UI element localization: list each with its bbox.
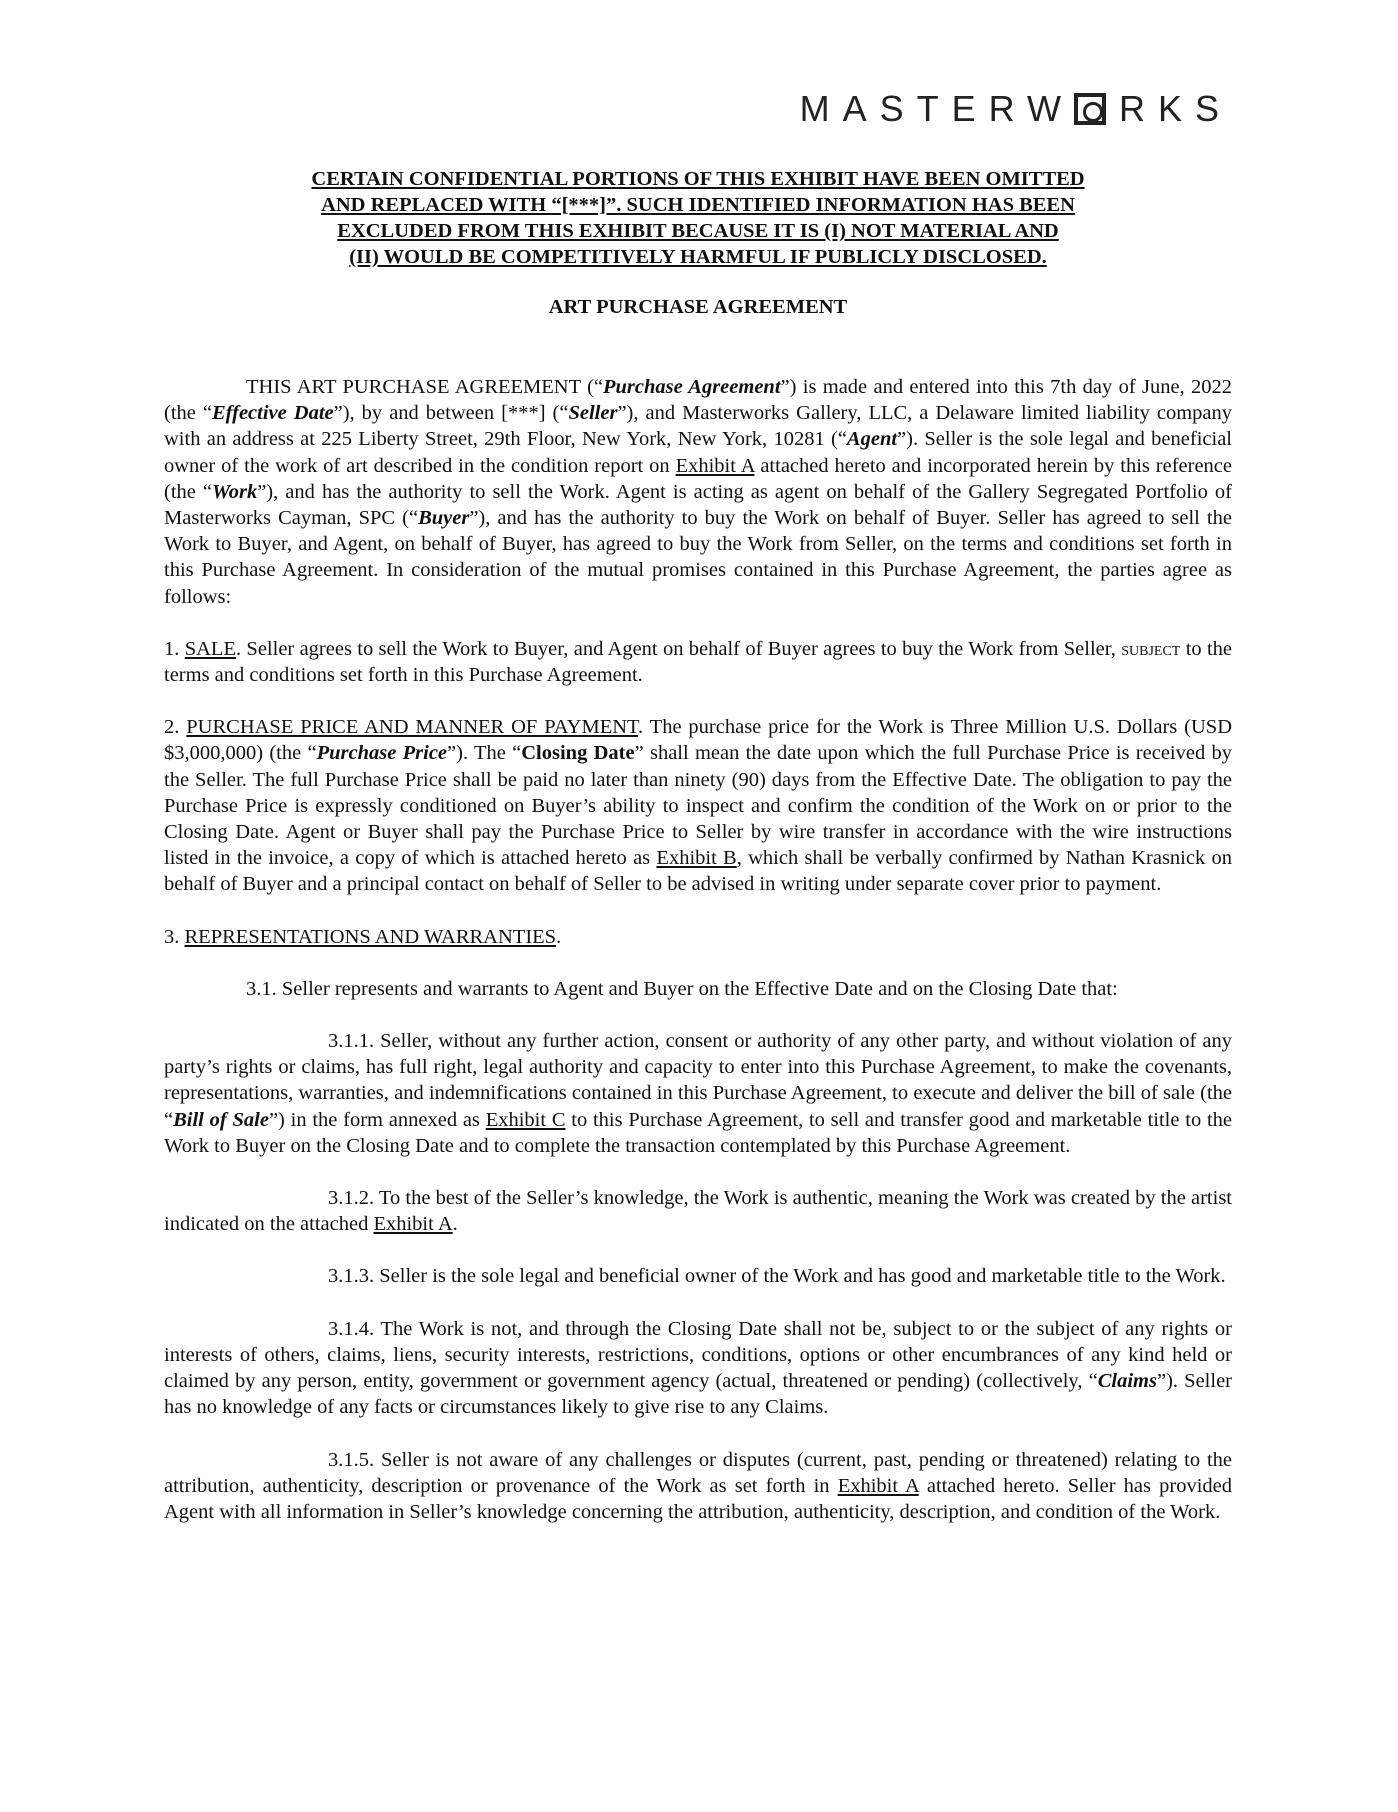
section-3-1: 3.1. Seller represents and warrants to Agent and Buyer on the Effective Date and on the Closing Date that:: [246, 977, 1118, 1000]
text: ”). Seller has no knowledge of any facts or circumstances likely to give rise to any Claims.: [164, 1370, 1232, 1419]
defined-term: Bill of Sale: [173, 1108, 269, 1131]
section-2-purchase-price: [164, 714, 1232, 897]
text: 3.1.5. Seller is not aware of any challenges or disputes (current, past, pending or threatened) relating to the attribution, authenticity, description or provenance of the Work as set forth in: [164, 1448, 1232, 1497]
section-number: 3.: [164, 925, 185, 948]
text: ”), and has the authority to buy the Work on behalf of Buyer. Seller has agreed to sell the Work to Buyer, and Agent, on behalf of Buyer, has agreed to buy the Work from Seller, on the terms and conditions set forth in this Purchase Agreement. In consideration of the mutual promises contained in this Purchase Agreement, the parties agree as follows:: [164, 507, 1232, 608]
defined-term: Work: [212, 480, 258, 503]
notice-line: EXCLUDED FROM THIS EXHIBIT BECAUSE IT IS (I) NOT MATERIAL AND: [337, 220, 1059, 242]
logo-text-right: RKS: [1118, 88, 1232, 129]
section-number: 1.: [164, 637, 185, 660]
notice-line: (II) WOULD BE COMPETITIVELY HARMFUL IF PUBLICLY DISCLOSED.: [349, 246, 1047, 268]
section-3-1-2: [164, 1185, 1232, 1237]
exhibit-a-link: Exhibit A: [373, 1213, 453, 1236]
text: THIS ART PURCHASE AGREEMENT (“: [246, 376, 603, 398]
exhibit-a-link: Exhibit A: [675, 454, 755, 477]
text: attached hereto. Seller has provided Agent with all information in Seller’s knowledge concerning the attribution, authenticity, description, and condition of the Work.: [164, 1474, 1232, 1523]
text: . The purchase price for the Work is Three Million U.S. Dollars (USD $3,000,000) (the “: [164, 716, 1233, 765]
section-heading: SALE: [184, 637, 236, 660]
defined-term: Closing Date: [521, 742, 635, 765]
small-caps-word: subject: [1121, 637, 1181, 660]
text: ”) in the form annexed as: [268, 1108, 486, 1131]
document-body: [164, 374, 1232, 1551]
text: to the terms and conditions set forth in this Purchase Agreement.: [164, 637, 1233, 687]
defined-term: Effective Date: [212, 402, 334, 425]
intro-paragraph: [164, 374, 1232, 610]
section-heading: REPRESENTATIONS AND WARRANTIES: [184, 925, 557, 948]
section-3-1-4: [164, 1316, 1232, 1421]
section-number: 2.: [164, 716, 187, 739]
logo-text-left: MASTERW: [799, 88, 1074, 129]
text: ”), and has the authority to sell the Work. Agent is acting as agent on behalf of the Gallery Segregated Portfolio of Masterworks Cayman, SPC (“: [164, 480, 1232, 530]
text: ”), by and between [***] (“: [333, 402, 569, 425]
text: ”). Seller is the sole legal and beneficial owner of the work of art described in the condition report on: [164, 428, 1232, 477]
exhibit-c-link: Exhibit C: [485, 1108, 566, 1131]
text: 3.1.1. Seller, without any further action, consent or authority of any other party, and without violation of any party’s rights or claims, has full right, legal authority and capacity to enter into this Purchase Agreement, to make the covenants, representations, warranties, and indemnifications contained in this Purchase Agreement, to execute and deliver the bill of sale (the “: [164, 1030, 1232, 1131]
logo-o-mark: [1074, 93, 1106, 125]
text: ”) is made and entered into this 7th day of June, 2022 (the “: [164, 376, 1232, 425]
section-3-1-1: [164, 1028, 1232, 1159]
exhibit-a-link: Exhibit A: [837, 1474, 919, 1497]
document-title: ART PURCHASE AGREEMENT: [548, 296, 848, 318]
defined-term: Purchase Agreement: [603, 376, 781, 398]
text: ” shall mean the date upon which the full Purchase Price is received by the Seller. The full Purchase Price shall be paid no later than ninety (90) days from the Effective Date. The obligation to pay the Purchase Price is expressly conditioned on Buyer’s ability to inspect and confirm the condition of the Work on or prior to the Closing Date. Agent or Buyer shall pay the Purchase Price to Seller by wire transfer in accordance with the wire instructions listed in the invoice, a copy of which is attached hereto as: [164, 742, 1232, 870]
text: . Seller agrees to sell the Work to Buyer, and Agent on behalf of Buyer agrees to buy the Work from Seller,: [235, 637, 1122, 660]
text: .: [556, 925, 562, 948]
defined-term: Agent: [846, 428, 898, 451]
text: 3.1.4. The Work is not, and through the Closing Date shall not be, subject to or the subject of any rights or interests of others, claims, liens, security interests, restrictions, conditions, options or other encumbrances of any kind held or claimed by any person, entity, government or government agency (actual, threatened or pending) (collectively, “: [164, 1317, 1232, 1393]
masterworks-logo: [800, 88, 1232, 130]
defined-term: Seller: [568, 402, 618, 425]
defined-term: Purchase Price: [316, 742, 448, 765]
text: to this Purchase Agreement, to sell and transfer good and marketable title to the Work to Buyer on the Closing Date and to complete the transaction contemplated by this Purchase Agreement.: [164, 1108, 1232, 1157]
section-3-heading: [164, 924, 1232, 950]
notice-line: AND REPLACED WITH “[***]”. SUCH IDENTIFIED INFORMATION HAS BEEN: [321, 194, 1075, 216]
text: .: [452, 1213, 458, 1236]
text: ”), and Masterworks Gallery, LLC, a Delaware limited liability company with an address at 225 Liberty Street, 29th Floor, New York, New York, 10281 (“: [164, 402, 1232, 451]
confidentiality-notice: [164, 166, 1232, 270]
section-3-1-3: 3.1.3. Seller is the sole legal and beneficial owner of the Work and has good and marketable title to the Work.: [328, 1265, 1226, 1288]
section-1-sale: [164, 636, 1232, 688]
section-3-1-5: [164, 1447, 1232, 1526]
text: attached hereto and incorporated herein by this reference (the “: [164, 454, 1233, 503]
text: 3.1.2. To the best of the Seller’s knowledge, the Work is authentic, meaning the Work was created by the artist indicated on the attached: [164, 1187, 1232, 1236]
defined-term: Buyer: [418, 507, 470, 530]
text: , which shall be verbally confirmed by Nathan Krasnick on behalf of Buyer and a principal contact on behalf of Seller to be advised in writing under separate cover prior to payment.: [164, 847, 1232, 896]
section-heading: PURCHASE PRICE AND MANNER OF PAYMENT: [186, 716, 639, 739]
defined-term: Claims: [1097, 1370, 1157, 1393]
text: ”). The “: [447, 742, 522, 765]
notice-line: CERTAIN CONFIDENTIAL PORTIONS OF THIS EXHIBIT HAVE BEEN OMITTED: [311, 168, 1085, 190]
exhibit-b-link: Exhibit B: [656, 847, 737, 870]
